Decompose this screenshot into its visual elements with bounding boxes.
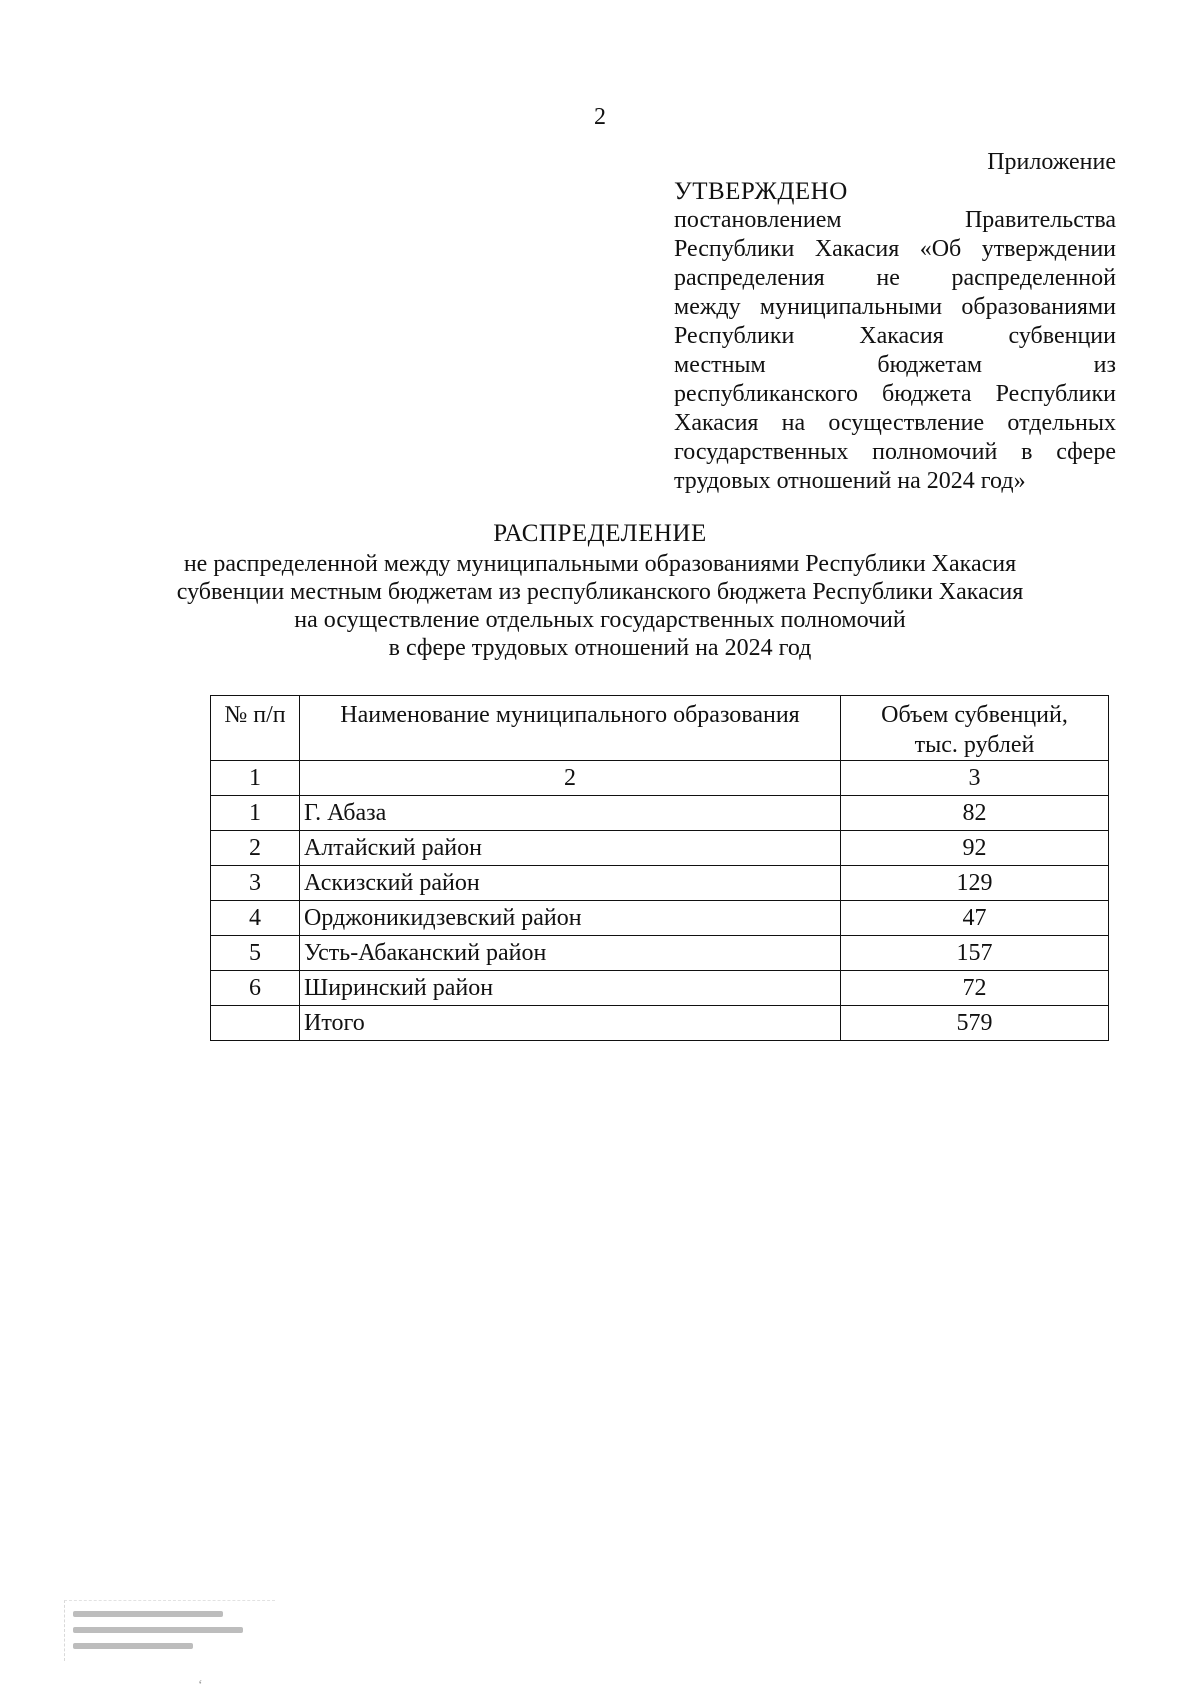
approval-line: государственных полномочий в сфере bbox=[674, 439, 1116, 465]
table-header-row bbox=[211, 696, 1109, 761]
row-amount: 72 bbox=[841, 971, 1109, 1006]
table-row bbox=[211, 831, 1109, 866]
header-subvention-unit: тыс. рублей bbox=[914, 732, 1035, 758]
column-numbering-row bbox=[211, 761, 1109, 796]
approval-line: распределения не распределенной bbox=[674, 265, 1116, 291]
approval-line: республиканского бюджета Республики bbox=[674, 381, 1116, 407]
table-row bbox=[211, 796, 1109, 831]
page-number: 2 bbox=[594, 104, 606, 130]
document-subtitle-line: субвенции местным бюджетам из республиканского бюджета Республики Хакасия bbox=[176, 579, 1024, 605]
approval-line: между муниципальными образованиями bbox=[674, 294, 1116, 320]
approval-line: Хакасия на осуществление отдельных bbox=[674, 410, 1116, 436]
row-number: 3 bbox=[211, 866, 300, 901]
document-subtitle-line: на осуществление отдельных государственных полномочий bbox=[294, 607, 906, 633]
row-number: 5 bbox=[211, 936, 300, 971]
row-amount: 47 bbox=[841, 901, 1109, 936]
scan-mark: ʻ bbox=[198, 1678, 203, 1693]
row-number: 6 bbox=[211, 971, 300, 1006]
row-amount: 92 bbox=[841, 831, 1109, 866]
document-title-block bbox=[0, 520, 1200, 662]
approval-line: Республики Хакасия субвенции bbox=[674, 323, 1116, 349]
approval-line: постановлением Правительства bbox=[674, 207, 1116, 233]
header-number: № п/п bbox=[211, 696, 300, 761]
table-row bbox=[211, 901, 1109, 936]
row-amount: 129 bbox=[841, 866, 1109, 901]
approval-block bbox=[674, 148, 1116, 496]
stamp-mark bbox=[73, 1627, 243, 1633]
column-number: 2 bbox=[300, 761, 841, 796]
total-row bbox=[211, 1006, 1109, 1041]
column-number: 3 bbox=[841, 761, 1109, 796]
row-municipality: Г. Абаза bbox=[300, 796, 841, 831]
approval-line: Республики Хакасия «Об утверждении bbox=[674, 236, 1116, 262]
header-municipality: Наименование муниципального образования bbox=[300, 696, 841, 761]
row-municipality: Усть-Абаканский район bbox=[300, 936, 841, 971]
table-row bbox=[211, 936, 1109, 971]
stamp-mark bbox=[73, 1643, 193, 1649]
total-amount: 579 bbox=[841, 1006, 1109, 1041]
approval-line: трудовых отношений на 2024 год» bbox=[674, 468, 1026, 494]
document-title: РАСПРЕДЕЛЕНИЕ bbox=[493, 520, 707, 547]
row-municipality: Ширинский район bbox=[300, 971, 841, 1006]
row-number: 4 bbox=[211, 901, 300, 936]
row-municipality: Алтайский район bbox=[300, 831, 841, 866]
header-subvention-amount bbox=[841, 696, 1109, 761]
column-number: 1 bbox=[211, 761, 300, 796]
row-municipality: Аскизский район bbox=[300, 866, 841, 901]
table-row bbox=[211, 866, 1109, 901]
approved-heading: УТВЕРЖДЕНО bbox=[674, 178, 848, 205]
row-amount: 157 bbox=[841, 936, 1109, 971]
document-subtitle-line: в сфере трудовых отношений на 2024 год bbox=[388, 635, 812, 661]
row-number: 2 bbox=[211, 831, 300, 866]
approval-line: местным бюджетам из bbox=[674, 352, 1116, 378]
row-municipality: Орджоникидзевский район bbox=[300, 901, 841, 936]
total-number bbox=[211, 1006, 300, 1041]
distribution-table bbox=[210, 695, 1109, 1041]
header-subvention-line: Объем субвенций, bbox=[881, 702, 1068, 728]
stamp-mark bbox=[73, 1611, 223, 1617]
appendix-label: Приложение bbox=[987, 149, 1116, 175]
document-subtitle-line: не распределенной между муниципальными образованиями Республики Хакасия bbox=[183, 551, 1017, 577]
table-row bbox=[211, 971, 1109, 1006]
row-number: 1 bbox=[211, 796, 300, 831]
registration-stamp bbox=[64, 1600, 275, 1661]
row-amount: 82 bbox=[841, 796, 1109, 831]
total-label: Итого bbox=[300, 1006, 841, 1041]
